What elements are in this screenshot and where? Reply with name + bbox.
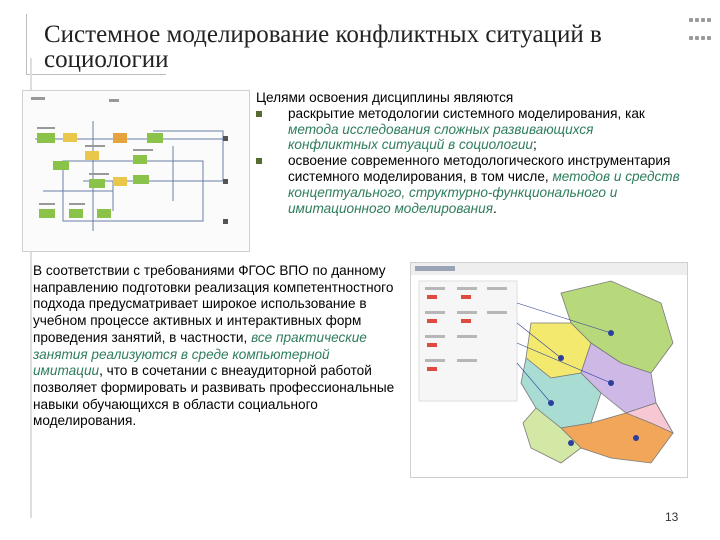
goals-list — [256, 106, 686, 217]
body-paragraph — [33, 263, 398, 430]
goal-text: освоение современного методологического инструментария системного моделирования, в том числе, — [288, 153, 671, 184]
model-diagram — [23, 91, 249, 251]
goal-end: ; — [532, 137, 537, 153]
square-bullet-icon — [256, 158, 262, 164]
page-number: 13 — [665, 510, 679, 524]
paragraph-text-end: , что в сочетании с внеаудиторной работой позволяет формировать и развивать профессиональные навыки обучающихся в области социального моделирования. — [33, 363, 395, 429]
goal-highlight: метода исследования сложных развивающихся конфликтных ситуаций в социологии — [288, 121, 594, 153]
square-bullet-icon — [256, 111, 262, 117]
decor-line — [26, 14, 27, 74]
region-map — [411, 263, 687, 477]
goal-text: раскрытие методологии системного моделирования, как — [288, 105, 645, 121]
goals-block — [256, 90, 686, 216]
goal-highlight: методов и средств концептуального, структурно-функционального и имитационного моделирования — [288, 168, 680, 216]
paragraph-highlight: все практические занятия реализуются в среде компьютерной имитации — [33, 329, 367, 379]
goal-end: . — [492, 200, 497, 216]
slide-title: Системное моделирование конфликтных ситуаций в социологии — [44, 21, 602, 73]
paragraph-text: В соответствии с требованиями ФГОС ВПО по данному направлению подготовки реализация компетентностного подхода предусматривает широкое использование в учебном процессе активных и интерактивных форм проведения занятий, в частности, — [33, 263, 394, 345]
diagram-screenshot — [22, 90, 250, 252]
decor-line — [26, 74, 166, 75]
goals-intro: Целями освоения дисциплины являются — [256, 90, 514, 105]
decor-dots — [688, 10, 712, 46]
goal-item — [256, 153, 686, 216]
goal-item — [256, 106, 686, 153]
map-screenshot — [410, 262, 688, 478]
